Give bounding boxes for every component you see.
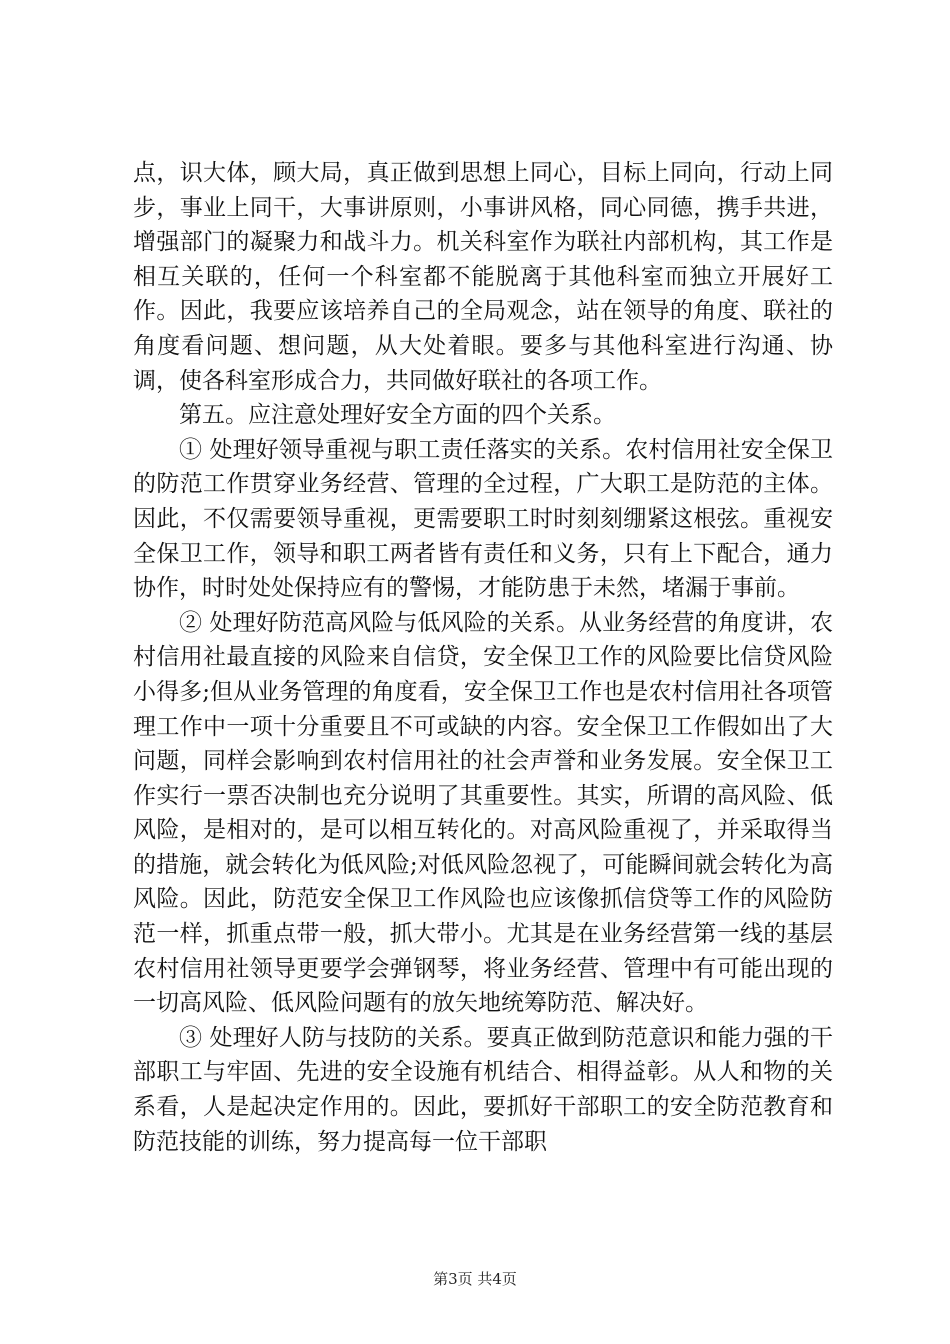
paragraph-item-3: ③ 处理好人防与技防的关系。要真正做到防范意识和能力强的干部职工与牢固、先进的安全设施有机结合、相得益彰。从人和物的关系看，人是起决定作用的。因此，要抓好干部职工的安全防范教育和防范技能的训练，努力提高每一位干部职	[133, 1024, 833, 1155]
paragraph-item-2: ② 处理好防范高风险与低风险的关系。从业务经营的角度讲，农村信用社最直接的风险来自信贷，安全保卫工作的风险要比信贷风险小得多;但从业务管理的角度看，安全保卫工作也是农村信用社各项管理工作中一项十分重要且不可或缺的内容。安全保卫工作假如出了大问题，同样会影响到农村信用社的社会声誉和业务发展。安全保卫工作实行一票否决制也充分说明了其重要性。其实，所谓的高风险、低风险，是相对的，是可以相互转化的。对高风险重视了，并采取得当的措施，就会转化为低风险;对低风险忽视了，可能瞬间就会转化为高风险。因此，防范安全保卫工作风险也应该像抓信贷等工作的风险防范一样，抓重点带一般，抓大带小。尤其是在业务经营第一线的基层农村信用社领导更要学会弹钢琴，将业务经营、管理中有可能出现的一切高风险、低风险问题有的放矢地统筹防范、解决好。	[133, 609, 833, 1017]
paragraph-continuation: 点，识大体，顾大局，真正做到思想上同心，目标上同向，行动上同步，事业上同干，大事讲原则，小事讲风格，同心同德，携手共进，增强部门的凝聚力和战斗力。机关科室作为联社内部机构，其工作是相互关联的，任何一个科室都不能脱离于其他科室而独立开展好工作。因此，我要应该培养自己的全局观念，站在领导的角度、联社的角度看问题、想问题，从大处着眼。要多与其他科室进行沟通、协调，使各科室形成合力，共同做好联社的各项工作。	[133, 160, 833, 394]
page-number-footer: 第3页 共4页	[433, 1270, 517, 1288]
document-body	[133, 156, 833, 1159]
paragraph-item-1: ① 处理好领导重视与职工责任落实的关系。农村信用社安全保卫的防范工作贯穿业务经营、管理的全过程，广大职工是防范的主体。因此，不仅需要领导重视，更需要职工时时刻刻绷紧这根弦。重视安全保卫工作，领导和职工两者皆有责任和义务，只有上下配合，通力协作，时时处处保持应有的警惕，才能防患于未然，堵漏于事前。	[133, 436, 833, 602]
paragraph-section-heading: 第五。应注意处理好安全方面的四个关系。	[179, 402, 616, 429]
